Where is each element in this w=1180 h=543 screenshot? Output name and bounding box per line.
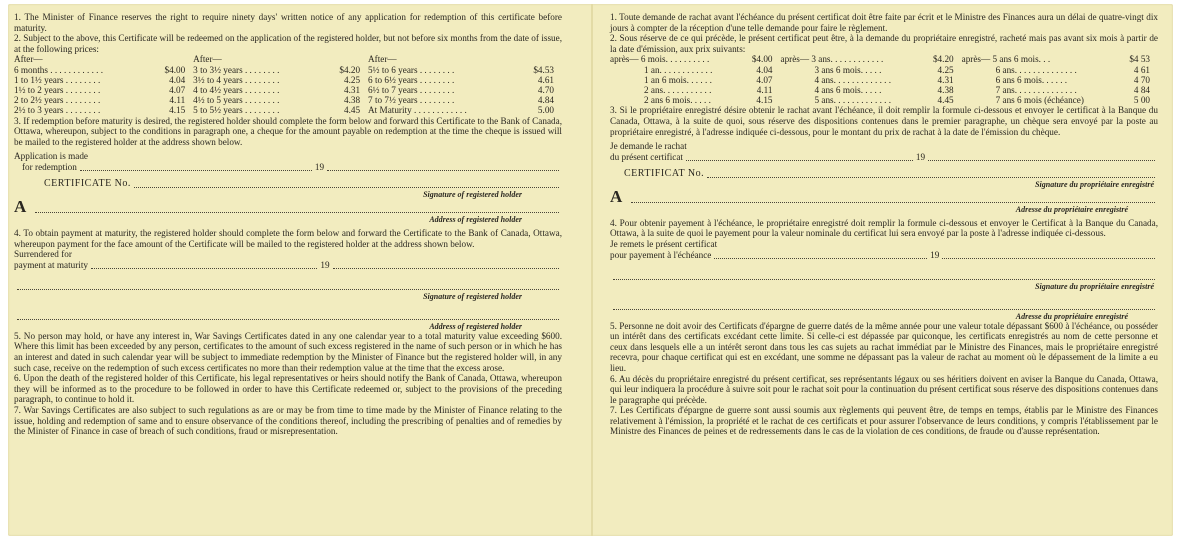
price-value: 4.11 [169,95,186,106]
price-value: 4.07 [169,84,186,95]
maturity-date-field[interactable] [714,250,927,259]
price-table [610,54,1158,105]
maturity-date-field[interactable] [91,260,317,269]
price-term: 7 ans 6 mois (échéance) [995,95,1084,106]
price-term: 2 ans 6 mois. . . . . [644,95,711,106]
paragraph-5: 5. Personne ne doit avoir des Certificats d'épargne de guerre datés de la même année pour une valeur totale dépassant $600 à l'échéance, ou posséder un intérêt dans des certificats excédant cette limite. Si celle-ci est dépassée par quiconque, les certificats enregistrés au nom de cette personne et ceux dans lesquels elle a un intérêt seront dans tous les cas sujets au rachat immédiat par le Ministre des Finances, mais le propriétaire enregistré recevra, pour chaque certificat qui est en excédant, une somme ne dépassant pas la valeur de rachat au moment où le dépassement de la limite a eu lieu. [610,320,1158,373]
redemption-date-line[interactable] [610,152,1158,163]
paragraph-6: 6. Au décès du propriétaire enregistré du présent certificat, ses représentants légaux ou ses héritiers doivent en aviser la Banque du Canada, Ottawa, qui leur indiquera la procédure à suivre soit pour le rachat soit pour la continuation du présent certificat sous réserve des dispositions contenues dans le paragraphe qui précède. [610,373,1158,405]
certificate-number-field[interactable] [134,179,559,188]
application-label: Je demande le rachat [610,141,687,152]
price-term: 4 to 4½ years . . . . . . . . [193,84,280,95]
redemption-date-field[interactable] [686,152,913,161]
price-table [14,54,562,115]
year-suffix-field[interactable] [928,152,1155,161]
price-value: 4.04 [169,74,186,85]
letter-a: A [14,196,27,216]
paragraph-1: 1. Toute demande de rachat avant l'échéance du présent certificat doit être faite par écrit et le Ministre des Finances aura un délai de quatre-vingt dix jours à compter de la réception d'une telle demande pour faire le règlement. [610,12,1158,33]
certificate-number-label: CERTIFICATE No. [44,178,131,190]
price-term: 4 ans 6 mois. . . . . [814,84,882,95]
signature-field[interactable] [613,271,1155,280]
redemption-label: du présent certificat [610,152,683,163]
price-term: 5 ans. . . . . . . . . . . . . [814,95,892,106]
redemption-date-field[interactable] [80,162,312,171]
application-label: Application is made [14,151,88,162]
letter-a: A [610,186,623,206]
certificate-number-label: CERTIFICAT No. [624,168,705,180]
paragraph-6: 6. Upon the death of the registered holder of this Certificate, his legal representatives or heirs should notify the Bank of Canada, Ottawa, whereupon they will be informed as to the procedure to be followed in order to have this Certificate redeemed or, subject to the provisions of the preceding paragraph, to continue to hold it. [14,373,562,405]
year-suffix-field[interactable] [327,162,559,171]
price-term: 3 ans 6 mois. . . . . [814,64,882,75]
paragraph-4: 4. To obtain payment at maturity, the registered holder should complete the form below and forward the Certificate to the Bank of Canada, Ottawa, whereupon payment for the face amount of the Certificate will be mailed to the registered holder at the address shown below. [14,227,562,249]
paragraph-1: 1. The Minister of Finance reserves the right to require ninety days' written notice of any application for redemption of this certificate before maturity. [14,12,562,33]
address-caption: Address of registered holder [429,321,522,331]
redemption-label: for redemption [22,162,77,173]
price-term: At Maturity . . . . . . . . . . . . [368,105,467,116]
certificate-number-row[interactable] [14,179,562,190]
paragraph-3: 3. If redemption before maturity is desired, the registered holder should complete the form below and forward this Certificate to the Bank of Canada, Ottawa, whereupon, subject to the conditions in paragraph one, a cheque for the amount payable on redemption at the time the cheque is issued will be mailed to the registered holder at the address shown below. [14,115,562,147]
price-row [14,105,562,115]
price-value: $4.20 [932,54,954,65]
signature-field[interactable] [17,281,559,290]
address-caption: Adresse du propriétaire enregistré [1015,204,1128,214]
price-value: 4.45 [937,95,954,106]
address-caption: Adresse du propriétaire enregistré [1015,311,1128,321]
signature-caption: Signature du propriétaire enregistré [1035,179,1154,189]
price-header-cell: After— [368,54,397,65]
price-term: 1 an 6 mois. . . . . . [644,74,712,85]
price-term: 5½ to 6 years . . . . . . . . [368,64,455,75]
price-term: 2 to 2½ years . . . . . . . . [14,95,101,106]
price-term: 6 ans 6 mois. . . . . . [995,74,1068,85]
price-term: 3 to 3½ years . . . . . . . . [193,64,280,75]
year-prefix: 19 [915,152,926,163]
price-term: 1 an. . . . . . . . . . . . [644,64,713,75]
year-prefix: 19 [930,249,940,260]
paragraph-2: 2. Sous réserve de ce qui précède, le présent certificat peut être, à la demande du propriétaire enregistré, racheté mais pas avant six mois à partir de la date d'émission, aux prix suivants: [610,33,1158,54]
price-term: 1 to 1½ years . . . . . . . . [14,74,101,85]
price-row [610,75,1158,85]
price-value: 4.11 [756,84,773,95]
price-term: 1½ to 2 years . . . . . . . . [14,84,101,95]
paragraph-5: 5. No person may hold, or have any interest in, War Savings Certificates dated in any one calendar year to a total maturity value exceeding $600. Where this limit has been exceeded by any person, certificates to the amount of such excess registered in the name of such person or in which he has an interest and dated in such calendar year will be subject to immediate redemption by the Minister of Finance but the registered holder will, in any such case, receive on the redemption of such excess certificates no more than their redemption value at the time that the excess arose. [14,330,562,373]
price-table-header [14,54,562,64]
price-term: 7 ans. . . . . . . . . . . . . . [995,84,1077,95]
price-value: $4.00 [751,54,773,65]
price-row [14,65,562,75]
surrender-label: Surrendered for [14,249,72,260]
year-prefix: 19 [314,162,325,173]
address-caption: Address of registered holder [429,214,522,224]
signature-caption: Signature of registered holder [423,189,522,199]
maturity-date-line[interactable] [610,250,1158,261]
price-value: $4.20 [339,64,361,75]
address-line[interactable] [14,311,562,322]
price-value: 4.25 [937,64,954,75]
price-value: $4 53 [1129,54,1150,65]
certificate-back-sheet [8,4,1173,536]
year-prefix: 19 [320,260,330,271]
address-field[interactable] [613,301,1155,310]
price-term: après— 6 mois. . . . . . . . . . [610,54,710,65]
price-row [610,85,1158,95]
center-fold [591,4,593,536]
year-suffix-field[interactable] [942,250,1155,259]
price-value: 4.70 [537,84,554,95]
signature-caption: Signature of registered holder [423,291,522,301]
price-row [610,95,1158,105]
price-row [610,54,1158,64]
address-line[interactable] [610,301,1158,312]
address-field[interactable] [17,311,559,320]
price-row [610,65,1158,75]
price-term: après— 3 ans. . . . . . . . . . . . [780,54,884,65]
price-term: 7 to 7½ years . . . . . . . . [368,95,455,106]
price-value: 4.84 [537,95,554,106]
maturity-label: pour payement à l'échéance [610,249,712,260]
price-value: 4.38 [343,95,361,106]
price-value: 4 84 [1133,84,1150,95]
redemption-date-line[interactable] [14,162,562,173]
price-value: 4.31 [937,74,954,85]
price-value: $4.00 [164,64,186,75]
certificate-number-row[interactable] [610,169,1158,180]
price-row [14,85,562,95]
address-field[interactable] [631,194,1155,203]
price-value: 4.31 [343,84,361,95]
signature-caption: Signature du propriétaire enregistré [1035,281,1154,291]
price-term: après— 5 ans 6 mois. . . [961,54,1051,65]
price-header-cell: After— [193,54,222,65]
price-value: $4.53 [533,64,554,75]
price-term: 5 to 5½ years . . . . . . . . [193,105,280,116]
price-value: 4.45 [343,105,361,116]
price-value: 4.07 [756,74,773,85]
price-value: 4.38 [937,84,954,95]
english-column [14,12,562,437]
price-value: 4.61 [537,74,554,85]
paragraph-2: 2. Subject to the above, this Certificate will be redeemed on the application of the registered holder, but not before six months from the date of issue, at the following prices: [14,33,562,54]
surrender-label: Je remets le présent certificat [610,238,718,249]
price-value: 5.00 [537,105,554,116]
year-suffix-field[interactable] [333,260,559,269]
signature-line[interactable] [14,281,562,292]
paragraph-7: 7. Les Certificats d'épargne de guerre sont aussi soumis aux règlements qui peuvent être, de temps en temps, établis par le Ministre des Finances relativement à l'émission, la propriété et le rachat de ces certificats et pour assurer l'observance de leurs conditions, y compris l'établissement par le Ministre des Finances de peines et de redressements dans le cas de la violation de ces conditions, de fraude ou d'ausse représentation. [610,405,1158,437]
address-line[interactable] [14,196,562,216]
address-field[interactable] [35,204,559,213]
price-term: 2 ans. . . . . . . . . . . [644,84,712,95]
price-term: 4½ to 5 years . . . . . . . . [193,95,280,106]
price-term: 6 months . . . . . . . . . . . . [14,64,104,75]
price-value: 4.15 [756,95,773,106]
paragraph-7: 7. War Savings Certificates are also subject to such regulations as are or may be from time to time made by the Minister of Finance relating to the issue, holding and redemption of same and to ensure observance of the conditions thereof, including the prescribing of penalties and of remedies by the Minister of Finance in case of breach of such conditions, fraud or misrepresentation. [14,404,562,437]
price-header-cell: After— [14,54,43,65]
price-term: 4 ans. . . . . . . . . . . . . [814,74,892,85]
price-row [14,75,562,85]
address-line[interactable] [610,186,1158,206]
price-value: 4 70 [1133,74,1150,85]
paragraph-3: 3. Si le propriétaire enregistré désire obtenir le rachat avant l'échéance, il doit remplir la formule ci-dessous et envoyer le certificat à la Banque du Canada, Ottawa, à la suite de quoi, sous réserve des dispositions contenues dans le premier paragraphe, un chèque sera envoyé par la poste au propriétaire enregistré, à l'adresse indiquée ci-dessous, pour le montant du prix de rachat à la date de l'émission du chèque. [610,105,1158,137]
price-value: 4.25 [343,74,361,85]
price-value: 4 61 [1133,64,1150,75]
maturity-date-line[interactable] [14,260,562,271]
price-value: 4.15 [169,105,186,116]
paragraph-4: 4. Pour obtenir payement à l'échéance, le propriétaire enregistré doit remplir la formule ci-dessous et envoyer le Certificat à la Banque du Canada, Ottawa, à la suite de quoi le payement pour la valeur nominale du certificat lui sera envoyé par la poste à l'adresse indiquée ci-dessous. [610,217,1158,239]
french-column [610,12,1158,437]
certificate-number-field[interactable] [707,169,1155,178]
price-term: 6 ans. . . . . . . . . . . . . . [995,64,1077,75]
price-term: 2½ to 3 years . . . . . . . . [14,105,101,116]
price-value: 4.04 [756,64,773,75]
maturity-label: payment at maturity [14,260,88,271]
signature-line[interactable] [610,271,1158,282]
price-row [14,95,562,105]
price-term: 6½ to 7 years . . . . . . . . [368,84,455,95]
price-term: 6 to 6½ years . . . . . . . . [368,74,455,85]
price-value: 5 00 [1133,95,1150,106]
price-term: 3½ to 4 years . . . . . . . . [193,74,280,85]
